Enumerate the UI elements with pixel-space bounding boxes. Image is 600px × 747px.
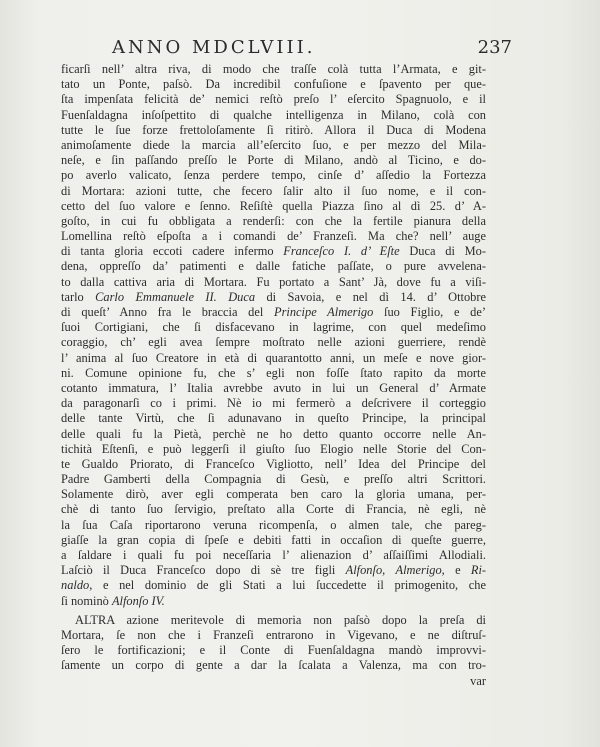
- text-line: [61, 92, 486, 107]
- italic-segment: naldo: [61, 578, 90, 593]
- text-segment: ALTRA azione meritevole di memoria non paſsò dopo la preſa di: [75, 612, 486, 627]
- text-line: [61, 244, 486, 259]
- text-line: [61, 643, 486, 658]
- text-line: [61, 594, 486, 609]
- text-line: [61, 259, 486, 274]
- text-segment: da paragonarſi co i primi. Nè io mi fermerò a deſcrivere il corteggio: [61, 396, 486, 411]
- text-segment: cotanto immatura, l’ Italia avrebbe avuto in lui un General d’ Armate: [61, 380, 486, 395]
- text-segment: , e: [441, 563, 471, 578]
- italic-segment: Alfonſo: [345, 563, 383, 578]
- text-segment: ſta impenſata felicità de’ nemici reſtò preſo l’ eſercito Spagnuolo, e il: [61, 92, 486, 107]
- text-line: [61, 472, 486, 487]
- text-line: [61, 457, 486, 472]
- text-line: [61, 487, 486, 502]
- text-segment: giaſſe la gran copia di ſpeſe e debiti fatti in occaſion di queſte guerre,: [61, 532, 486, 547]
- text-line: [61, 214, 486, 229]
- running-title: ANNO MDCLVIII.: [112, 37, 316, 58]
- italic-segment: Carlo Emmanuele II. Duca: [95, 289, 256, 304]
- text-segment: Duca di Mo-: [399, 244, 486, 259]
- text-line: [61, 628, 486, 643]
- text-line: [61, 381, 486, 396]
- text-segment: tichità Eſtenſi, e può leggerſi il giuſto ſuo Elogio nelle Storie del Con-: [61, 441, 486, 456]
- page-number: 237: [477, 37, 512, 58]
- text-line: [61, 578, 486, 593]
- text-segment: , e nel dominio de gli Stati a lui ſuccedette il primogenito, che: [89, 578, 486, 593]
- text-segment: ,: [382, 563, 396, 578]
- text-segment: Mortara, ſe non che i Franzeſi entrarono in Vigevano, e ne diſtruſ-: [61, 627, 486, 642]
- text-segment: delle quali fu la Pietà, perchè ne ho detto quanto occorre nelle An-: [61, 426, 486, 441]
- text-segment: Solamente dirò, aver egli comperata ben caro la gloria umana, per-: [61, 487, 486, 502]
- text-segment: la ſua Caſa riportarono veruna ricompenſa, o almen tale, che pareg-: [61, 517, 486, 532]
- text-line: [61, 320, 486, 335]
- text-segment: ſuo Figlio, e de’: [373, 305, 486, 319]
- text-line: [61, 290, 486, 305]
- italic-segment: Almerigo: [395, 563, 442, 578]
- text-segment: di Mortara: azioni tutte, che fecero ſalir alto il ſuo nome, e il con-: [61, 183, 486, 198]
- text-segment: di Savoia, e nel dì 14. d’ Ottobre: [255, 289, 486, 304]
- text-segment: coraggio, ch’ egli avea ſempre moſtrato nelle azioni guerriere, rendè: [61, 335, 486, 350]
- text-line: [61, 411, 486, 426]
- catchword: var: [470, 673, 486, 688]
- text-line: [61, 305, 486, 320]
- text-line: [61, 442, 486, 457]
- text-line: [61, 351, 486, 366]
- text-segment: tarlo: [61, 289, 96, 304]
- text-line: [61, 62, 486, 77]
- text-segment: delle tante Virtù, che ſi adunavano in queſto Principe, la principal: [61, 411, 486, 426]
- text-line: [61, 123, 486, 138]
- text-line: [61, 396, 486, 411]
- text-segment: l’ anima al ſuo Creatore in età di quarantotto anni, un meſe e nove gior-: [61, 350, 486, 365]
- text-line: [61, 335, 486, 350]
- text-segment: ſuoi Cortigiani, che ſi disfacevano in lagrime, con quel medeſimo: [61, 320, 486, 335]
- text-segment: Laſciò il Duca Franceſco dopo di sè tre figli: [61, 563, 346, 578]
- text-segment: ni. Comune opinione fu, che s’ egli non foſſe ſtato rapito da morte: [61, 365, 486, 380]
- text-line: [61, 138, 486, 153]
- text-segment: neſe, e ſin paſſando preſſo le Porte di Milano, andò al Ticino, e do-: [61, 153, 486, 168]
- italic-segment: Ri-: [470, 563, 487, 578]
- text-segment: goſto, in cui fu obbligata a renderſi: con che la fertile pianura della: [61, 213, 486, 228]
- text-line: [61, 533, 486, 548]
- text-segment: tato un Ponte, paſsò. Da incredibil confuſione e ſpavento per que-: [61, 77, 486, 92]
- text-segment: po averlo valicato, ſenza perdere tempo, cinſe d’ aſſedio la Fortezza: [61, 168, 486, 183]
- text-segment: chè di tanto ſuo ſervigio, preſtato alla Corte di Francia, nè egli, nè: [61, 502, 486, 517]
- page-header: [112, 37, 512, 59]
- text-line: [61, 184, 486, 199]
- text-line: [61, 229, 486, 244]
- text-line: [61, 548, 486, 563]
- text-line: [61, 168, 486, 183]
- text-line: [61, 518, 486, 533]
- text-line: [61, 658, 486, 673]
- text-line: [61, 77, 486, 92]
- text-segment: Padre Gamberti della Compagnia di Gesù, e preſſo altri Scrittori.: [61, 472, 486, 487]
- text-line: [61, 502, 486, 517]
- text-line: [61, 427, 486, 442]
- text-segment: Fuenſaldagna inſoſpettito di qualche intelligenza in Milano, colà con: [61, 107, 486, 122]
- text-segment: te Gualdo Priorato, di Franceſco Vigliotto, nell’ Idea del Principe del: [61, 456, 486, 471]
- text-segment: animoſamente diede la marcia all’eſercito ſuo, e per mezzo del Mila-: [61, 137, 486, 152]
- paragraph: [61, 613, 486, 674]
- body-text: [61, 62, 486, 689]
- text-segment: cetto del ſuo valore e ſenno. Reſiſtè quella Piazza ſino al dì 25. d’ A-: [61, 198, 486, 213]
- text-line: [61, 613, 486, 628]
- text-segment: ſero le fortificazioni; e il Conte di Fuenſaldagna mandò improvvi-: [61, 643, 486, 658]
- text-segment: tutte le ſue forze frettoloſamente ſi ritirò. Allora il Duca di Modena: [61, 122, 486, 137]
- text-line: [61, 275, 486, 290]
- text-segment: dena, oppreſſo da’ patimenti e dalle fatiche paſſate, o pure avvelena-: [61, 259, 486, 274]
- text-segment: ſi nominò: [61, 593, 112, 608]
- italic-segment: Franceſco I. d’ Eſte: [283, 244, 400, 259]
- text-segment: to dalla cattiva aria di Mortara. Fu portato a Sant’ Jà, dove fu a viſi-: [61, 274, 486, 289]
- text-segment: di queſt’ Anno fra le braccia del: [61, 305, 275, 319]
- text-line: [61, 153, 486, 168]
- text-segment: di tanta gloria eccoti cadere infermo: [61, 244, 284, 259]
- italic-segment: Principe Almerigo: [274, 305, 374, 319]
- text-segment: ſamente un corpo di gente a dar la ſcalata a Valenza, ma con tro-: [61, 658, 486, 673]
- text-line: [61, 563, 486, 578]
- italic-segment: Alfonſo IV.: [111, 593, 165, 608]
- text-line: [61, 108, 486, 123]
- text-line: [61, 366, 486, 381]
- text-segment: a ſaldare i quali fu poi neceſſaria l’ alienazion d’ aſſaiſſimi Allodiali.: [61, 548, 486, 562]
- text-segment: Lomellina reſtò eſpoſta a i comandi de’ Franzeſi. Ma che? nell’ auge: [61, 229, 486, 244]
- paragraph: [61, 62, 486, 609]
- text-segment: ficarſi nell’ altra riva, di modo che traſſe colà tutta l’Armata, e git-: [61, 62, 486, 76]
- text-line: [61, 199, 486, 214]
